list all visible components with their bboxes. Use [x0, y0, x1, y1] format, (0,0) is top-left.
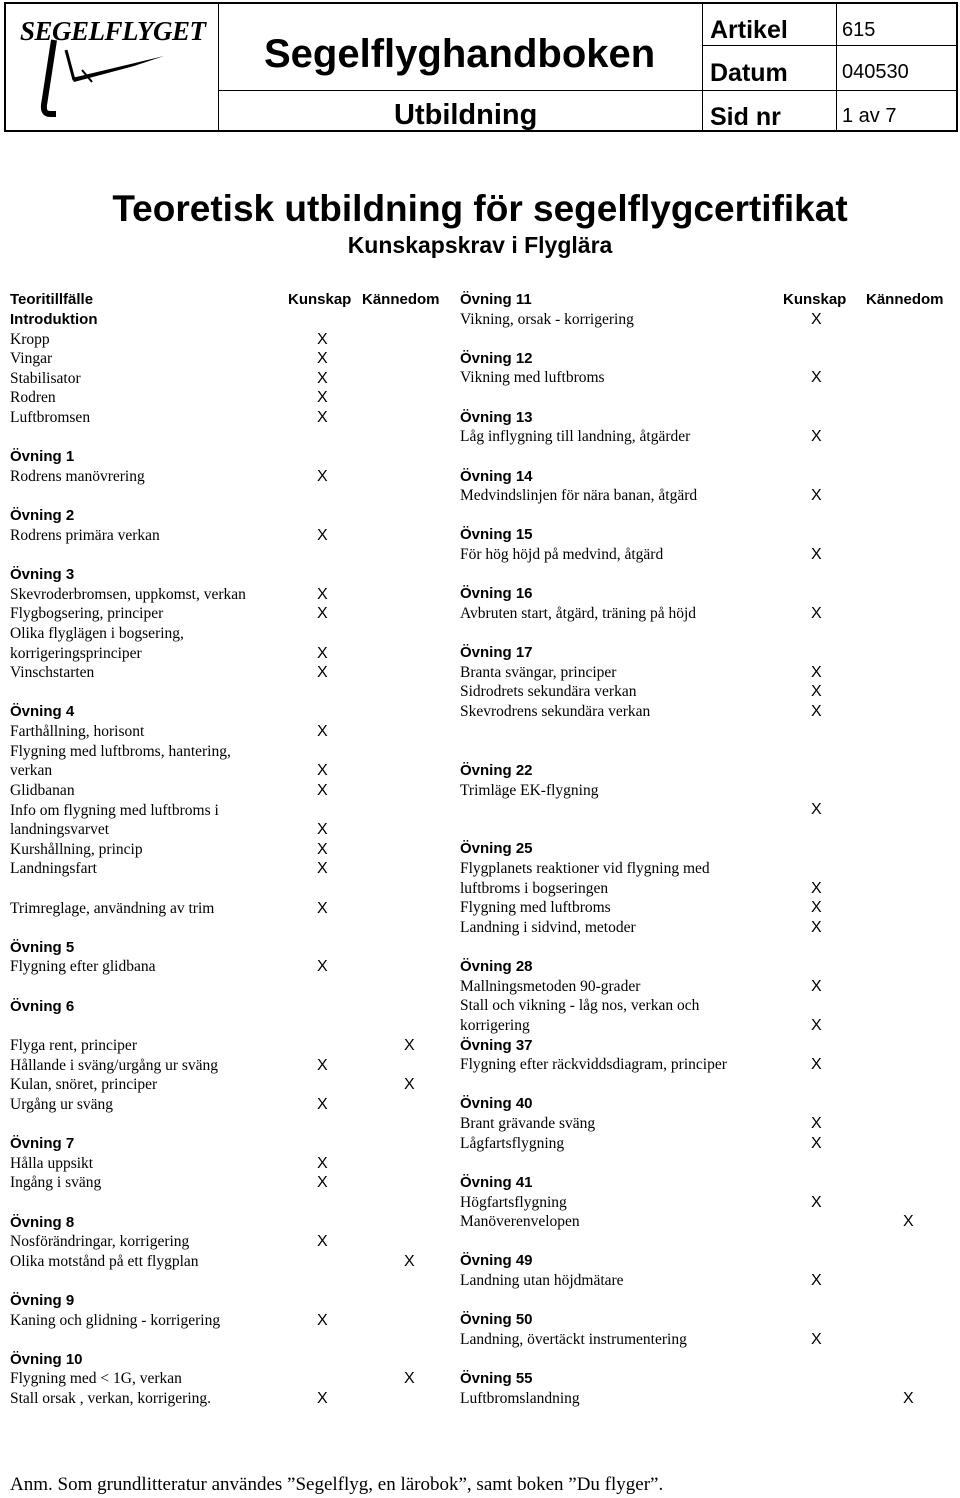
artikel-value: 615 — [842, 19, 876, 41]
kunskap-mark: X — [317, 821, 328, 839]
exercise-heading: Övning 16 — [460, 585, 533, 603]
exercise-heading: Övning 40 — [460, 1095, 533, 1113]
section-title: Utbildning — [394, 99, 538, 131]
topic-text: Ingång i sväng — [10, 1174, 102, 1192]
left-kannedom-header: Kännedom — [362, 291, 440, 308]
topic-text: Kaning och glidning - korrigering — [10, 1311, 221, 1329]
topic-text: Flygning med luftbroms — [460, 899, 611, 917]
topic-text: Flygbogsering, principer — [10, 605, 164, 623]
kunskap-mark: X — [811, 1134, 822, 1152]
sidnr-value: 1 av 7 — [842, 105, 897, 127]
left-kunskap-header: Kunskap — [288, 291, 352, 308]
topic-text: Flygplanets reaktioner vid flygning med — [460, 859, 710, 877]
topic-text: Stall och vikning - låg nos, verkan och — [460, 997, 700, 1015]
kunskap-mark: X — [317, 860, 328, 878]
topic-text: Landning, övertäckt instrumentering — [460, 1330, 687, 1348]
kannedom-mark: X — [404, 1370, 415, 1388]
topic-text: Hålla uppsikt — [10, 1154, 94, 1172]
kunskap-mark: X — [317, 1154, 328, 1172]
kunskap-mark: X — [811, 1272, 822, 1289]
topic-text: Rodrens manövrering — [10, 467, 145, 485]
topic-text: Flygning med < 1G, verkan — [10, 1370, 182, 1388]
exercise-heading: Övning 12 — [460, 349, 533, 367]
document-subtitle: Kunskapskrav i Flyglära — [347, 232, 613, 258]
kunskap-mark: X — [811, 801, 822, 819]
kunskap-mark: X — [811, 546, 822, 564]
exercise-heading: Övning 50 — [460, 1311, 533, 1329]
topic-text: Urgång ur sväng — [10, 1095, 114, 1113]
kunskap-mark: X — [811, 879, 822, 897]
datum-value: 040530 — [842, 61, 909, 83]
sidnr-label: Sid nr — [710, 103, 781, 131]
topic-text: Vingar — [10, 350, 53, 368]
exercise-heading: Introduktion — [10, 311, 98, 328]
kunskap-mark: X — [317, 1233, 328, 1251]
kunskap-mark: X — [811, 703, 822, 721]
topic-text: Flygning efter glidbana — [10, 958, 156, 976]
kunskap-mark: X — [811, 1115, 822, 1133]
topic-text: Vikning med luftbroms — [460, 369, 605, 387]
exercise-heading: Övning 25 — [460, 840, 533, 858]
kunskap-mark: X — [317, 389, 328, 407]
kunskap-mark: X — [811, 369, 822, 387]
topic-text: Kurshållning, princip — [10, 840, 143, 858]
exercise-heading: Övning 6 — [10, 997, 75, 1015]
right-kunskap-header: Kunskap — [783, 291, 847, 308]
kunskap-mark: X — [317, 1056, 328, 1074]
kunskap-mark: X — [811, 918, 822, 936]
topic-text: Sidrodrets sekundära verkan — [460, 683, 637, 701]
kunskap-mark: X — [317, 409, 328, 427]
topic-text: Kropp — [10, 330, 50, 348]
exercise-heading: Övning 37 — [460, 1036, 533, 1054]
kunskap-mark: X — [317, 369, 328, 387]
kunskap-mark: X — [317, 330, 328, 348]
topic-text: Medvindslinjen för nära banan, åtgärd — [460, 487, 698, 505]
topic-text: Landning utan höjdmätare — [460, 1272, 624, 1289]
topic-text: Trimläge EK-flygning — [460, 781, 599, 799]
kunskap-mark: X — [811, 1330, 822, 1348]
topic-text: Landningsfart — [10, 860, 97, 878]
topic-text: Info om flygning med luftbroms i — [10, 801, 219, 819]
exercise-heading: Övning 14 — [460, 467, 533, 485]
topic-text: Olika flyglägen i bogsering, — [10, 624, 184, 642]
document-title: Teoretisk utbildning för segelflygcertifikat — [112, 188, 848, 229]
kannedom-mark: X — [404, 1252, 415, 1270]
exercise-heading: Övning 41 — [460, 1173, 533, 1191]
exercise-heading: Övning 22 — [460, 761, 533, 779]
topic-text: verkan — [10, 762, 53, 780]
topic-text: korrigering — [460, 1016, 530, 1034]
topic-text: Branta svängar, principer — [460, 663, 617, 681]
kunskap-mark: X — [317, 1174, 328, 1192]
exercise-heading: Övning 17 — [460, 644, 533, 662]
topic-text: Vikning, orsak - korrigering — [460, 310, 634, 328]
kannedom-mark: X — [903, 1389, 914, 1407]
kunskap-mark: X — [811, 604, 822, 622]
kunskap-mark: X — [811, 1016, 822, 1034]
glider-logo-icon — [14, 10, 214, 130]
topic-text: Nosförändringar, korrigering — [10, 1233, 190, 1251]
kannedom-mark: X — [404, 1076, 415, 1094]
kunskap-mark: X — [317, 605, 328, 623]
topic-text: Rodrens primära verkan — [10, 526, 160, 544]
topic-text: Stabilisator — [10, 369, 81, 387]
logo-text: SEGELFLYGET — [20, 16, 206, 46]
topic-text: Trimreglage, användning av trim — [10, 899, 215, 917]
topic-text: korrigeringsprinciper — [10, 644, 142, 662]
exercise-heading: Övning 7 — [10, 1135, 75, 1153]
exercise-heading: Övning 9 — [10, 1292, 75, 1309]
kunskap-mark: X — [317, 1095, 328, 1113]
exercise-heading: Övning 3 — [10, 566, 75, 584]
kunskap-mark: X — [317, 585, 328, 603]
topic-text: Skevroderbromsen, uppkomst, verkan — [10, 585, 246, 603]
exercise-heading: Övning 55 — [460, 1370, 533, 1388]
kunskap-mark: X — [317, 840, 328, 858]
exercise-heading: Övning 2 — [10, 507, 75, 525]
kunskap-mark: X — [811, 683, 822, 701]
topic-text: Glidbanan — [10, 781, 75, 799]
kunskap-mark: X — [317, 1311, 328, 1329]
kunskap-mark: X — [317, 350, 328, 368]
exercise-heading: Övning 13 — [460, 408, 533, 426]
kunskap-mark: X — [317, 467, 328, 485]
exercise-heading: Övning 1 — [10, 448, 75, 466]
topic-text: Flygning med luftbroms, hantering, — [10, 742, 231, 760]
kunskap-mark: X — [811, 1056, 822, 1074]
exercise-heading: Övning 10 — [10, 1350, 83, 1368]
topic-text: Rodren — [10, 389, 56, 407]
kunskap-mark: X — [317, 1390, 328, 1408]
topic-text: Manöverenvelopen — [460, 1213, 580, 1231]
topic-text: Olika motstånd på ett flygplan — [10, 1252, 199, 1270]
topic-text: landningsvarvet — [10, 821, 110, 839]
exercise-heading: Övning 5 — [10, 938, 75, 956]
kunskap-mark: X — [811, 663, 822, 681]
kunskap-mark: X — [811, 899, 822, 917]
kunskap-mark: X — [811, 428, 822, 446]
topic-text: För hög höjd på medvind, åtgärd — [460, 546, 664, 564]
right-kannedom-header: Kännedom — [866, 291, 944, 308]
topic-text: Kulan, snöret, principer — [10, 1076, 158, 1094]
handbook-title: Segelflyghandboken — [264, 32, 656, 76]
topic-text: Flyga rent, principer — [10, 1036, 137, 1054]
topic-text: Avbruten start, åtgärd, träning på höjd — [460, 604, 697, 622]
topic-text: Låg inflygning till landning, åtgärder — [460, 428, 691, 446]
kunskap-mark: X — [317, 644, 328, 662]
topic-text: Högfartsflygning — [460, 1193, 567, 1211]
topic-text: Flygning efter räckviddsdiagram, principer — [460, 1056, 727, 1074]
kunskap-mark: X — [317, 664, 328, 682]
kunskap-mark: X — [317, 899, 328, 917]
topic-text: Landning i sidvind, metoder — [460, 918, 636, 936]
topic-text: Vinschstarten — [10, 664, 95, 682]
kunskap-mark: X — [811, 487, 822, 505]
topic-text: Farthållning, horisont — [10, 723, 145, 741]
kunskap-mark: X — [811, 977, 822, 995]
kunskap-mark: X — [317, 781, 328, 799]
exercise-heading: Övning 28 — [460, 958, 533, 976]
footnote: Anm. Som grundlitteratur användes ”Segelflyg, en lärobok”, samt boken ”Du flyger”. — [10, 1474, 664, 1495]
topic-text: Mallningsmetoden 90-grader — [460, 977, 641, 995]
kannedom-mark: X — [404, 1036, 415, 1054]
kunskap-mark: X — [317, 723, 328, 741]
left-column-title: Teoritillfälle — [10, 291, 94, 308]
artikel-label: Artikel — [710, 16, 788, 44]
kunskap-mark: X — [811, 1193, 822, 1211]
exercise-heading: Övning 11 — [460, 291, 532, 308]
topic-text: Luftbromsen — [10, 409, 91, 427]
kannedom-mark: X — [903, 1213, 914, 1231]
kunskap-mark: X — [317, 958, 328, 976]
segelflyget-logo — [14, 10, 214, 130]
exercise-heading: Övning 8 — [10, 1213, 75, 1231]
exercise-heading: Övning 15 — [460, 526, 533, 544]
topic-text: Lågfartsflygning — [460, 1134, 565, 1152]
topic-text: Stall orsak , verkan, korrigering. — [10, 1390, 212, 1408]
exercise-heading: Övning 4 — [10, 703, 75, 721]
document-header — [4, 2, 958, 132]
kunskap-mark: X — [317, 762, 328, 780]
topic-text: Skevrodrens sekundära verkan — [460, 703, 651, 721]
topic-text: Luftbromslandning — [460, 1389, 580, 1407]
topic-text: Brant grävande sväng — [460, 1115, 596, 1133]
kunskap-mark: X — [811, 310, 822, 328]
datum-label: Datum — [710, 59, 788, 87]
topic-text: Hållande i sväng/urgång ur sväng — [10, 1056, 219, 1074]
topic-text: luftbroms i bogseringen — [460, 879, 609, 897]
exercise-heading: Övning 49 — [460, 1252, 533, 1270]
kunskap-mark: X — [317, 526, 328, 544]
